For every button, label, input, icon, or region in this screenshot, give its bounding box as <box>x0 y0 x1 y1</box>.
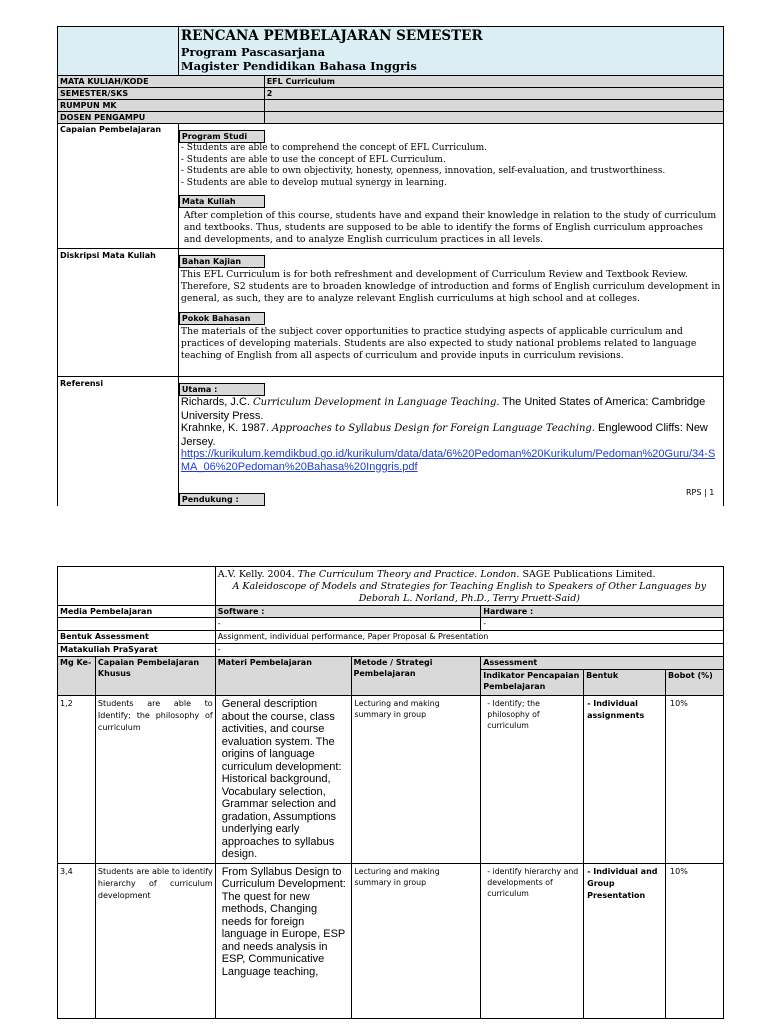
ref1-author: Richards, J.C. <box>180 396 254 409</box>
header-title-cell <box>178 27 723 76</box>
row-indikator: - identify hierarchy and developments of curriculum <box>481 863 584 1019</box>
media-label: Media Pembelajaran <box>58 606 216 618</box>
software-value: - <box>215 618 481 631</box>
ref3-author: A.V. Kelly. 2004. <box>217 569 298 580</box>
row-bentuk: - Individual and Group Presentation <box>584 863 666 1019</box>
mk-label: MATA KULIAH/KODE <box>58 76 265 88</box>
pendukung-tag: Pendukung : <box>179 493 265 506</box>
utama-tag: Utama : <box>179 383 265 396</box>
deskripsi-content <box>178 249 723 377</box>
refs2-content <box>215 567 723 606</box>
col-mg: Mg Ke- <box>58 657 96 696</box>
row-mg: 1,2 <box>58 696 96 864</box>
prodi-tag: Program Studi <box>179 130 265 143</box>
referensi-label: Referensi <box>58 377 179 507</box>
hardware-value: - <box>481 618 724 631</box>
mk-tag: Mata Kuliah <box>179 195 265 208</box>
prasyarat-label: Matakuliah PraSyarat <box>58 644 216 657</box>
department-name: Magister Pendidikan Bahasa Inggris <box>180 59 417 73</box>
prasyarat-value: - <box>215 644 723 657</box>
pokok-tag: Pokok Bahasan <box>179 312 265 325</box>
page-number-1: RPS | 1 <box>686 488 715 497</box>
ref2-publisher: Englewood Cliffs: New Jersey. <box>180 422 708 448</box>
pokok-text: The materials of the subject cover opportunities to practice studying aspects of applicable curriculum and practices of developing materials. Students are also expected to study national problems related to language teaching of English from all aspects of curriculum and provide inputs in curriculum revisions. <box>180 326 697 362</box>
prodi-item: - Students are able to develop mutual synergy in learning. <box>180 177 447 188</box>
reference-2 <box>179 422 723 448</box>
rumpun-label: RUMPUN MK <box>58 100 265 112</box>
table-row <box>58 863 724 1019</box>
rumpun-value <box>264 100 723 112</box>
col-metode: Metode / Strategi Pembelajaran <box>351 657 481 696</box>
ref1-title: Curriculum Development in Language Teaching <box>253 397 497 409</box>
referensi-content <box>178 377 723 507</box>
row-bentuk: - Individual assignments <box>584 696 666 864</box>
semester-value: 2 <box>264 88 723 100</box>
bentuk-label: Bentuk Assessment <box>58 631 216 644</box>
semester-label: SEMESTER/SKS <box>58 88 265 100</box>
row-materi: General description about the course, class activities, and course evaluation system. The origins of language curriculum development: Historical background, Vocabulary selection, Grammar selection and gradation, Assumptions underlying early approaches to syllabus design. <box>215 696 351 864</box>
bentuk-value: Assignment, individual performance, Paper Proposal & Presentation <box>215 631 723 644</box>
media-empty <box>58 618 216 631</box>
hardware-label: Hardware : <box>481 606 724 618</box>
row-metode: Lecturing and making summary in group <box>351 863 481 1019</box>
ref2-title: Approaches to Syllabus Design for Foreign Language Teaching. <box>272 423 595 435</box>
row-indikator: - Identify; the philosophy of curriculum <box>481 696 584 864</box>
col-bobot: Bobot (%) <box>666 670 724 696</box>
rps-table-page1 <box>57 26 724 506</box>
ref3-publisher: . SAGE Publications Limited. <box>516 569 656 580</box>
reference-1 <box>179 396 723 422</box>
dosen-label: DOSEN PENGAMPU <box>58 112 265 124</box>
document-title: RENCANA PEMBELAJARAN SEMESTER <box>180 28 483 44</box>
col-assessment: Assessment <box>481 657 724 670</box>
row-materi: From Syllabus Design to Curriculum Development: The quest for new methods, Changing needs for foreign language in Europe, ESP and needs analysis in ESP, Communicative Language teaching, <box>215 863 351 1019</box>
row-bobot: 10% <box>666 696 724 864</box>
col-capaian: Capaian Pembelajaran Khusus <box>95 657 215 696</box>
prodi-list <box>179 143 723 189</box>
software-label: Software : <box>215 606 481 618</box>
refs2-left-cell <box>58 567 216 606</box>
ref3-title: The Curriculum Theory and Practice. London <box>297 569 517 580</box>
mk-value: EFL Curriculum <box>264 76 723 88</box>
rps-table-page2 <box>57 566 724 1019</box>
row-bobot: 10% <box>666 863 724 1019</box>
col-bentuk: Bentuk <box>584 670 666 696</box>
page-2 <box>0 566 768 1024</box>
ref2-author: Krahnke, K. 1987. <box>180 422 272 435</box>
bahan-tag: Bahan Kajian <box>179 255 265 268</box>
prodi-item: - Students are able to use the concept of EFL Curriculum. <box>180 154 446 165</box>
reference-3 <box>218 569 721 581</box>
row-metode: Lecturing and making summary in group <box>351 696 481 864</box>
row-capaian: Students are able to identify hierarchy of curriculum development <box>95 863 215 1019</box>
dosen-value <box>264 112 723 124</box>
table-row <box>58 696 724 864</box>
mk-description: After completion of this course, students have and expand their knowledge in relation to the study of curriculum and textbooks. Thus, students are supposed to be able to identify the forms of English curriculum approaches and developments, and to analyze English curriculum practices in all levels. <box>183 210 717 246</box>
program-name: Program Pascasarjana <box>180 45 326 59</box>
row-capaian: Students are able to Identify; the philosophy of curriculum <box>95 696 215 864</box>
reference-link[interactable]: https://kurikulum.kemdikbud.go.id/kurikulum/data/data/6%20Pedoman%20Kurikulum/Pedoman%20Guru/34-SMA_06%20Pedoman%20Bahasa%20Inggris.pdf <box>180 448 716 473</box>
prodi-item: - Students are able to comprehend the concept of EFL Curriculum. <box>180 143 487 153</box>
prodi-item: - Students are able to own objectivity, honesty, openness, innovation, self-evaluation, and trustworthiness. <box>180 166 666 177</box>
deskripsi-label: Diskripsi Mata Kuliah <box>58 249 179 377</box>
capaian-content <box>178 124 723 249</box>
col-materi: Materi Pembelajaran <box>215 657 351 696</box>
row-mg: 3,4 <box>58 863 96 1019</box>
bahan-text: This EFL Curriculum is for both refreshment and development of Curriculum Review and Textbook Review. Therefore, S2 students are to broaden knowledge of introduction and forms of English curriculum development in general, as such, they are to analyze relevant English curriculums at high school and at colleges. <box>180 269 721 305</box>
col-indikator: Indikator Pencapaian Pembelajaran <box>481 670 584 696</box>
reference-4: A Kaleidoscope of Models and Strategies for Teaching English to Speakers of Other Languages by Deborah L. Norland, Ph.D., Terry Pruett-Said) <box>232 581 707 604</box>
header-left-cell <box>58 27 179 76</box>
capaian-label: Capaian Pembelajaran <box>58 124 179 249</box>
ref1-publisher: . The United States of America: Cambridge University Press. <box>180 396 706 422</box>
reference-link-wrap <box>179 448 723 473</box>
